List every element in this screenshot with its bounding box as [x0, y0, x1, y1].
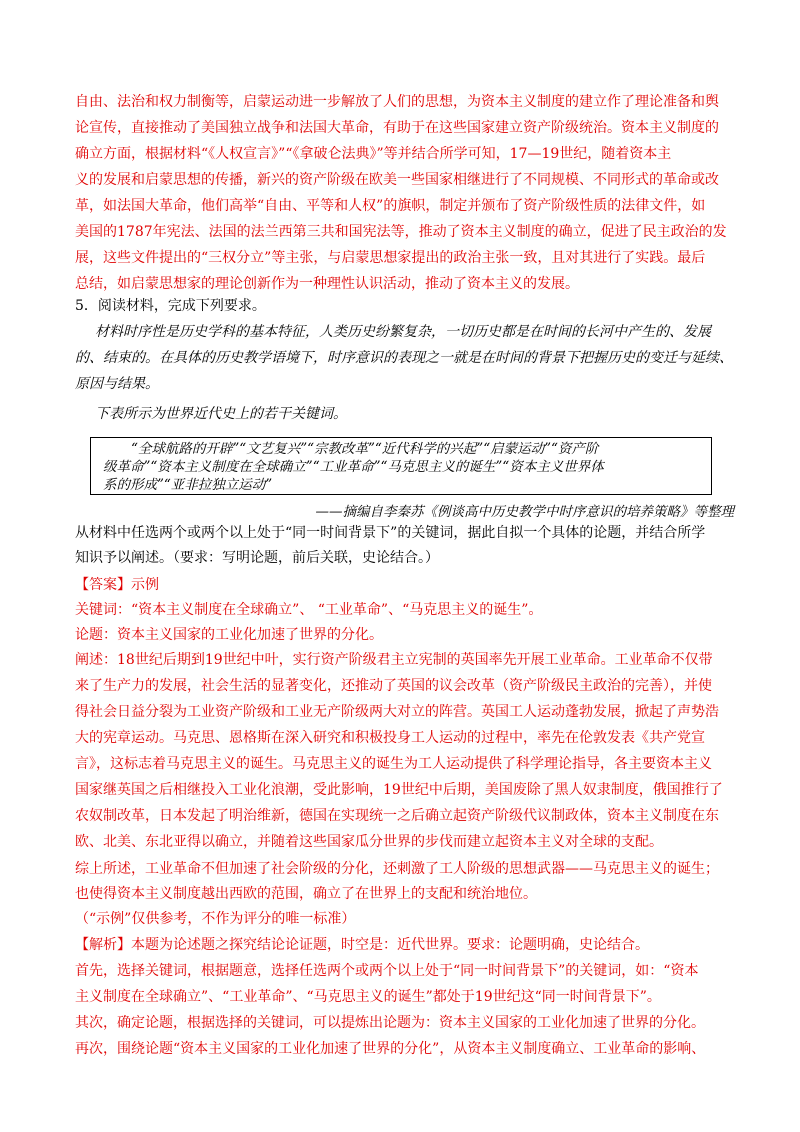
answer-line: 大的宪章运动。马克思、恩格斯在深入研究和积极投身工人运动的过程中，率先在伦敦发表《共产党宣 [75, 730, 705, 746]
keyword-box-line: 系的形成”“亚非拉独立运动” [103, 477, 273, 493]
task-line: 知识予以阐述。（要求：写明论题，前后关联，史论结合。） [75, 550, 439, 566]
prev-answer-line: 确立方面，根据材料“《人权宣言》”“《拿破仑法典》”等并结合所学可知，17—19世纪，随着资本主 [75, 146, 672, 162]
table-intro: 下表所示为世界近代史上的若干关键词。 [95, 406, 347, 422]
answer-line: 论题：资本主义国家的工业化加速了世界的分化。 [75, 627, 383, 643]
answer-line: 也使得资本主义制度越出西欧的范围，确立了在世界上的支配和统治地位。 [75, 886, 537, 902]
material-line: 的、结束的。在具体的历史教学语境下，时序意识的表现之一就是在时间的背景下把握历史的变迁与延续、 [75, 350, 733, 366]
analysis-line: 再次，围绕论题“资本主义国家的工业化加速了世界的分化”，从资本主义制度确立、工业革命的影响、 [75, 1041, 706, 1057]
prev-answer-line: 论宣传，直接推动了美国独立战争和法国大革命，有助于在这些国家建立资产阶级统治。资本主义制度的 [75, 120, 719, 136]
prev-answer-line: 革，如法国大革命，他们高举“自由、平等和人权”的旗帜，制定并颁布了资产阶级性质的法律文件，如 [75, 198, 706, 214]
answer-header [75, 576, 735, 594]
prev-answer-line: 展，这些文件提出的“三权分立”等主张，与启蒙思想家提出的政治主张一致，且对其进行了实践。最后 [75, 250, 706, 266]
answer-line: 综上所述，工业革命不但加速了社会阶级的分化，还刺激了工人阶级的思想武器——马克思主义的诞生； [75, 861, 719, 877]
answer-line: 农奴制改革，日本发起了明治维新，德国在实现统一之后确立起资产阶级代议制政体，资本主义制度在东 [75, 808, 719, 824]
answer-label-suffix: 示例 [131, 577, 159, 593]
keyword-box-line: “全球航路的开辟”“文艺复兴”“宗教改革”“近代科学的兴起”“启蒙运动”“资产阶 [131, 441, 599, 457]
answer-line: 来了生产力的发展，社会生活的显著变化，还推动了英国的议会改革（资产阶级民主政治的完善），并使 [75, 678, 712, 694]
answer-label: 【答案】 [75, 577, 131, 593]
analysis-line: 其次，确定论题，根据选择的关键词，可以提炼出论题为：资本主义国家的工业化加速了世界的分化。 [75, 1015, 705, 1031]
keyword-box [90, 437, 712, 495]
material-source: ——摘编自李秦苏《例谈高中历史教学中时序意识的培养策略》等整理 [315, 504, 734, 520]
task-line: 从材料中任选两个或两个以上处于“同一时间背景下”的关键词，据此自拟一个具体的论题，并结合所学 [75, 525, 706, 541]
answer-line: 欧、北美、东北亚得以确立，并随着这些国家瓜分世界的步伐而建立起资本主义对全球的支配。 [75, 834, 663, 850]
answer-note: （“示例”仅供参考，不作为评分的唯一标准） [75, 911, 356, 927]
prev-answer-line: 美国的1787年宪法、法国的法兰西第三共和国宪法等，推动了资本主义制度的确立，促进了民主政治的发 [75, 224, 727, 240]
answer-line: 关键词：“资本主义制度在全球确立”、 “工业革命”、“马克思主义的诞生”。 [75, 602, 543, 618]
material-line: 材料时序性是历史学科的基本特征，人类历史纷繁复杂，一切历史都是在时间的长河中产生的、发展 [95, 324, 711, 340]
analysis-first-line: 本题为论述题之探究结论论证题，时空是：近代世界。要求：论题明确，史论结合。 [131, 937, 649, 953]
analysis-label: 【解析】 [75, 937, 131, 953]
answer-line: 得社会日益分裂为工业资产阶级和工业无产阶级两大对立的阵营。英国工人运动蓬勃发展，掀起了声势浩 [75, 704, 719, 720]
analysis-line: 首先，选择关键词，根据题意，选择任选两个或两个以上处于“同一时间背景下”的关键词，如：“资本 [75, 963, 699, 979]
question-title: 5．阅读材料，完成下列要求。 [75, 298, 266, 314]
keyword-box-line: 级革命”“资本主义制度在全球确立”“工业革命”“马克思主义的诞生”“资本主义世界体 [103, 459, 604, 475]
analysis-header [75, 936, 735, 954]
prev-answer-line: 自由、法治和权力制衡等，启蒙运动进一步解放了人们的思想，为资本主义制度的建立作了理论准备和舆 [75, 94, 719, 110]
analysis-line: 主义制度在全球确立”、“工业革命”、“马克思主义的诞生”都处于19世纪这“同一时间背景下”。 [75, 989, 661, 1005]
answer-line: 言》，这标志着马克思主义的诞生。马克思主义的诞生为工人运动提供了科学理论指导，各主要资本主义 [75, 756, 712, 772]
prev-answer-line: 义的发展和启蒙思想的传播，新兴的资产阶级在欧美一些国家相继进行了不同规模、不同形式的革命或改 [75, 172, 719, 188]
answer-line: 阐述：18世纪后期到19世纪中叶，实行资产阶级君主立宪制的英国率先开展工业革命。工业革命不仅带 [75, 652, 713, 668]
material-line: 原因与结果。 [75, 376, 159, 392]
prev-answer-line: 总结，如启蒙思想家的理论创新作为一种理性认识活动，推动了资本主义的发展。 [75, 276, 579, 292]
answer-line: 国家继英国之后相继投入工业化浪潮，受此影响，19世纪中后期，美国废除了黑人奴隶制度，俄国推行了 [75, 782, 723, 798]
